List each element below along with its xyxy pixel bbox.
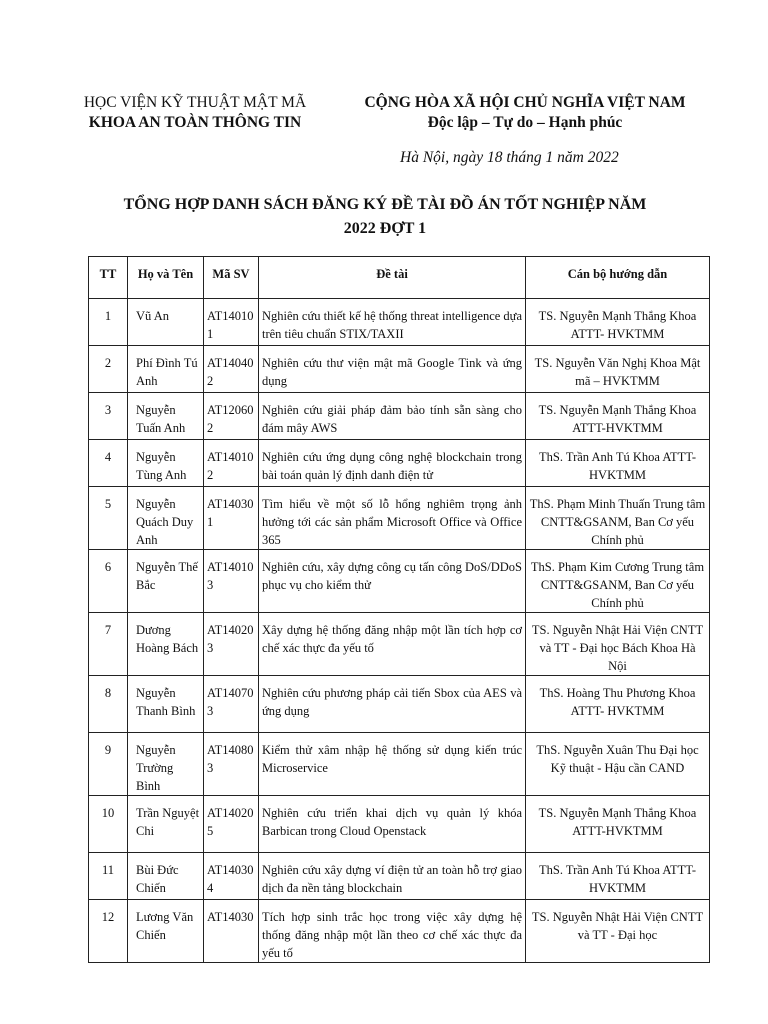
table-row [89, 853, 710, 900]
thesis-topic: Nghiên cứu phương pháp cải tiến Sbox của AES và ứng dụng [259, 676, 526, 733]
advisor: ThS. Trần Anh Tú Khoa ATTT- HVKTMM [526, 440, 710, 487]
thesis-topic: Nghiên cứu ứng dụng công nghệ blockchain trong bài toán quản lý định danh điện tử [259, 440, 526, 487]
table-row [89, 299, 710, 346]
student-name: Trần Nguyệt Chi [128, 796, 204, 853]
document-title [70, 193, 700, 241]
row-number: 12 [89, 900, 128, 963]
table-row [89, 613, 710, 676]
row-number: 4 [89, 440, 128, 487]
document-date: Hà Nội, ngày 18 tháng 1 năm 2022 [400, 149, 619, 166]
student-id: AT12060 2 [204, 393, 259, 440]
table-row [89, 733, 710, 796]
title-line-2: 2022 ĐỢT 1 [343, 220, 427, 237]
row-number: 9 [89, 733, 128, 796]
student-id: AT14030 4 [204, 853, 259, 900]
advisor: TS. Nguyễn Nhật Hải Viện CNTT và TT - Đại học Bách Khoa Hà Nội [526, 613, 710, 676]
row-number: 5 [89, 487, 128, 550]
advisor: TS. Nguyễn Nhật Hải Viện CNTT và TT - Đại học [526, 900, 710, 963]
student-name: Dương Hoàng Bách [128, 613, 204, 676]
advisor: ThS. Nguyễn Xuân Thu Đại học Kỹ thuật - Hậu cần CAND [526, 733, 710, 796]
advisor: TS. Nguyễn Mạnh Thắng Khoa ATTT-HVKTMM [526, 393, 710, 440]
advisor: TS. Nguyễn Mạnh Thắng Khoa ATTT- HVKTMM [526, 299, 710, 346]
row-number: 8 [89, 676, 128, 733]
advisor: ThS. Trần Anh Tú Khoa ATTT-HVKTMM [526, 853, 710, 900]
thesis-topic: Xây dựng hệ thống đăng nhập một lần tích hợp cơ chế xác thực đa yếu tố [259, 613, 526, 676]
header-student-id: Mã SV [204, 257, 259, 299]
student-id: AT14010 3 [204, 550, 259, 613]
table-row [89, 900, 710, 963]
row-number: 6 [89, 550, 128, 613]
row-number: 10 [89, 796, 128, 853]
national-title: CỘNG HÒA XÃ HỘI CHỦ NGHĨA VIỆT NAM [364, 94, 686, 111]
advisor: TS. Nguyễn Văn Nghị Khoa Mật mã – HVKTMM [526, 346, 710, 393]
table-row [89, 487, 710, 550]
advisor: ThS. Hoàng Thu Phương Khoa ATTT- HVKTMM [526, 676, 710, 733]
student-name: Vũ An [128, 299, 204, 346]
header-name: Họ và Tên [128, 257, 204, 299]
advisor: ThS. Phạm Kim Cương Trung tâm CNTT&GSANM, Ban Cơ yếu Chính phủ [526, 550, 710, 613]
thesis-topic: Nghiên cứu thiết kế hệ thống threat intelligence dựa trên tiêu chuẩn STIX/TAXII [259, 299, 526, 346]
student-id: AT14020 5 [204, 796, 259, 853]
table-row [89, 346, 710, 393]
student-name: Nguyễn Trường Bình [128, 733, 204, 796]
row-number: 1 [89, 299, 128, 346]
institution-header [60, 93, 330, 133]
thesis-topic: Nghiên cứu thư viện mật mã Google Tink và ứng dụng [259, 346, 526, 393]
table-row [89, 393, 710, 440]
registration-table [88, 256, 710, 963]
student-name: Nguyễn Thanh Bình [128, 676, 204, 733]
table-row [89, 676, 710, 733]
student-name: Lương Văn Chiến [128, 900, 204, 963]
row-number: 7 [89, 613, 128, 676]
table-row [89, 796, 710, 853]
thesis-topic: Nghiên cứu, xây dựng công cụ tấn công DoS/DDoS phục vụ cho kiểm thử [259, 550, 526, 613]
row-number: 3 [89, 393, 128, 440]
student-name: Nguyễn Tùng Anh [128, 440, 204, 487]
student-id: AT14040 2 [204, 346, 259, 393]
student-id: AT14020 3 [204, 613, 259, 676]
student-id: AT14010 2 [204, 440, 259, 487]
header-tt: TT [89, 257, 128, 299]
student-id: AT14070 3 [204, 676, 259, 733]
student-name: Nguyễn Tuấn Anh [128, 393, 204, 440]
thesis-topic: Tích hợp sinh trắc học trong việc xây dựng hệ thống đăng nhập một lần theo cơ chế xác thực đa yếu tố [259, 900, 526, 963]
student-id: AT14030 1 [204, 487, 259, 550]
national-header [345, 93, 705, 133]
national-motto: Độc lập – Tự do – Hạnh phúc [427, 114, 623, 131]
thesis-topic: Kiểm thử xâm nhập hệ thống sử dụng kiến trúc Microservice [259, 733, 526, 796]
student-name: Phí Đình Tú Anh [128, 346, 204, 393]
student-name: Nguyễn Thế Bắc [128, 550, 204, 613]
faculty-name: KHOA AN TOÀN THÔNG TIN [88, 114, 302, 131]
thesis-topic: Nghiên cứu xây dựng ví điện tử an toàn hỗ trợ giao dịch đa nền tảng blockchain [259, 853, 526, 900]
thesis-topic: Nghiên cứu giải pháp đảm bảo tính sẵn sàng cho đám mây AWS [259, 393, 526, 440]
row-number: 2 [89, 346, 128, 393]
thesis-topic: Tìm hiểu về một số lỗ hổng nghiêm trọng ảnh hưởng tới các sản phẩm Microsoft Office và Office 365 [259, 487, 526, 550]
table-header-row [89, 257, 710, 299]
student-id: AT14030 [204, 900, 259, 963]
student-id: AT14080 3 [204, 733, 259, 796]
advisor: TS. Nguyễn Mạnh Thắng Khoa ATTT-HVKTMM [526, 796, 710, 853]
advisor: ThS. Phạm Minh Thuấn Trung tâm CNTT&GSANM, Ban Cơ yếu Chính phủ [526, 487, 710, 550]
table-row [89, 550, 710, 613]
student-id: AT14010 1 [204, 299, 259, 346]
thesis-topic: Nghiên cứu triển khai dịch vụ quản lý khóa Barbican trong Cloud Openstack [259, 796, 526, 853]
table-row [89, 440, 710, 487]
student-name: Nguyễn Quách Duy Anh [128, 487, 204, 550]
institution-name: HỌC VIỆN KỸ THUẬT MẬT MÃ [83, 94, 307, 111]
title-line-1: TỔNG HỢP DANH SÁCH ĐĂNG KÝ ĐỀ TÀI ĐỒ ÁN TỐT NGHIỆP NĂM [123, 196, 647, 213]
row-number: 11 [89, 853, 128, 900]
header-topic: Đề tài [259, 257, 526, 299]
student-name: Bùi Đức Chiến [128, 853, 204, 900]
header-advisor: Cán bộ hướng dẫn [526, 257, 710, 299]
